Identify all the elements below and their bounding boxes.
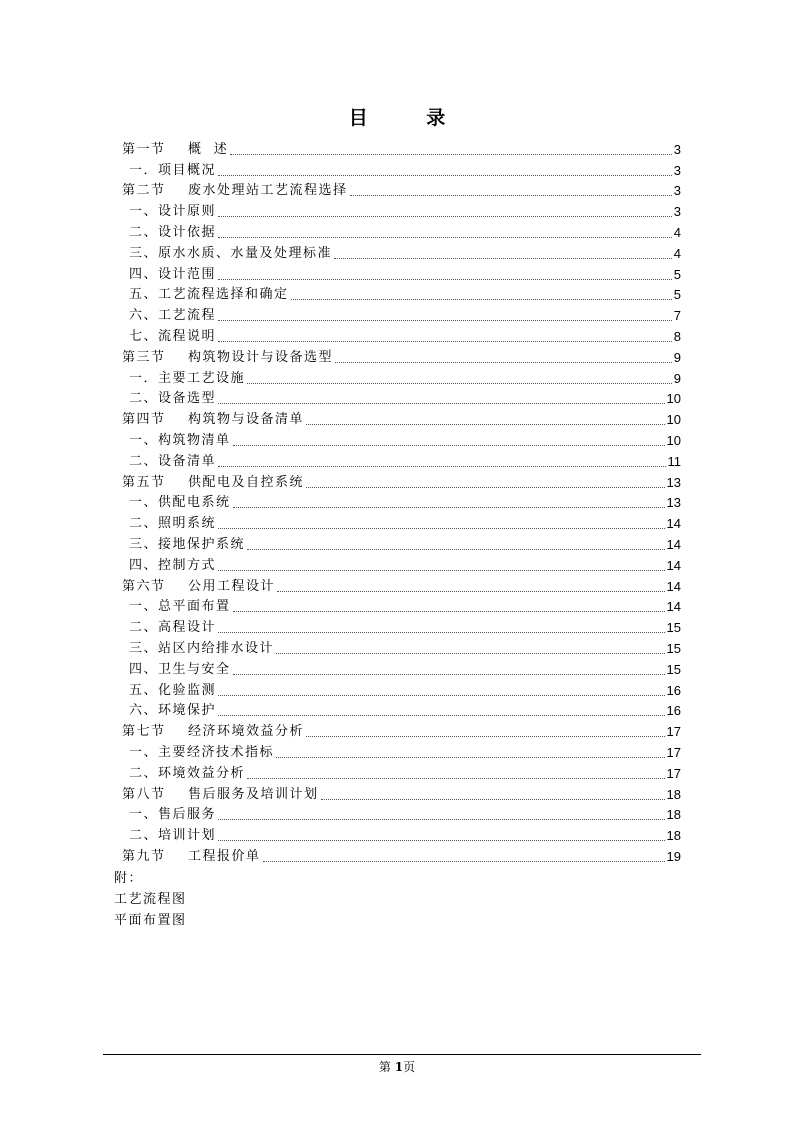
toc-entry-label: 一、设计原则 bbox=[129, 204, 217, 220]
toc-page-number: 3 bbox=[673, 162, 681, 178]
toc-entry-label: 一、售后服务 bbox=[129, 807, 217, 823]
toc-page-number: 14 bbox=[666, 557, 681, 573]
toc-page-number: 3 bbox=[673, 183, 681, 199]
toc-item-row[interactable] bbox=[129, 657, 681, 678]
toc-leader-dots bbox=[350, 194, 672, 196]
toc-entry-label: 第八节 售后服务及培训计划 bbox=[122, 786, 319, 802]
toc-page-number: 15 bbox=[666, 640, 681, 656]
toc-leader-dots bbox=[306, 735, 665, 737]
toc-item-row[interactable] bbox=[129, 553, 681, 574]
toc-item-row[interactable] bbox=[129, 761, 681, 782]
toc-entry-label: 一、供配电系统 bbox=[129, 495, 231, 511]
toc-entry-label: 二、环境效益分析 bbox=[129, 765, 246, 781]
toc-entry-label: 第一节 概 述 bbox=[122, 141, 229, 157]
toc-item-row[interactable] bbox=[129, 823, 681, 844]
toc-item-row[interactable] bbox=[129, 511, 681, 532]
toc-entry-label: 三、原水水质、水量及处理标准 bbox=[129, 245, 333, 261]
toc-page-number: 5 bbox=[673, 287, 681, 303]
toc-entry-label: 二、设备选型 bbox=[129, 391, 217, 407]
toc-entry-label: 一．主要工艺设施 bbox=[129, 370, 246, 386]
toc-leader-dots bbox=[218, 694, 665, 696]
toc-section-row[interactable] bbox=[122, 137, 681, 158]
toc-item-row[interactable] bbox=[129, 491, 681, 512]
toc-page-number: 18 bbox=[666, 807, 681, 823]
toc-entry-label: 二、高程设计 bbox=[129, 620, 217, 636]
toc-page-number: 10 bbox=[666, 432, 681, 448]
toc-entry-label: 二、培训计划 bbox=[129, 828, 217, 844]
toc-item-row[interactable] bbox=[129, 199, 681, 220]
toc-page-number: 4 bbox=[673, 224, 681, 240]
footer-page-number: 1 bbox=[394, 1060, 404, 1074]
toc-page-number: 9 bbox=[673, 370, 681, 386]
toc-leader-dots bbox=[233, 673, 665, 675]
toc-leader-dots bbox=[291, 298, 672, 300]
toc-entry-label: 七、流程说明 bbox=[129, 328, 217, 344]
toc-entry-label: 六、环境保护 bbox=[129, 703, 217, 719]
toc-page-number: 15 bbox=[666, 661, 681, 677]
toc-entry-label: 第四节 构筑物与设备清单 bbox=[122, 412, 305, 428]
toc-entry-label: 一、主要经济技术指标 bbox=[129, 744, 275, 760]
toc-section-row[interactable] bbox=[122, 470, 681, 491]
toc-leader-dots bbox=[218, 319, 672, 321]
toc-page-number: 19 bbox=[666, 848, 681, 864]
toc-page-number: 18 bbox=[666, 828, 681, 844]
toc-page-number: 11 bbox=[667, 453, 681, 469]
toc-leader-dots bbox=[218, 839, 665, 841]
toc-leader-dots bbox=[218, 818, 665, 820]
toc-page-number: 8 bbox=[673, 328, 681, 344]
toc-leader-dots bbox=[233, 506, 665, 508]
toc-item-row[interactable] bbox=[129, 636, 681, 657]
toc-entry-label: 一、构筑物清单 bbox=[129, 432, 231, 448]
toc-item-row[interactable] bbox=[129, 303, 681, 324]
toc-entry-label: 四、设计范围 bbox=[129, 266, 217, 282]
toc-leader-dots bbox=[247, 382, 672, 384]
toc-entry-label: 四、卫生与安全 bbox=[129, 661, 231, 677]
toc-item-row[interactable] bbox=[129, 366, 681, 387]
toc-section-row[interactable] bbox=[122, 782, 681, 803]
appendix-item-layout-plan[interactable]: 平面布置图 bbox=[114, 913, 187, 928]
toc-item-row[interactable] bbox=[129, 262, 681, 283]
toc-leader-dots bbox=[218, 278, 672, 280]
toc-entry-label: 三、接地保护系统 bbox=[129, 536, 246, 552]
toc-item-row[interactable] bbox=[129, 532, 681, 553]
page-footer bbox=[0, 1058, 794, 1075]
toc-page-number: 3 bbox=[673, 141, 681, 157]
toc-page-number: 16 bbox=[666, 682, 681, 698]
toc-leader-dots bbox=[218, 714, 665, 716]
toc-item-row[interactable] bbox=[129, 699, 681, 720]
toc-page-number: 5 bbox=[673, 266, 681, 282]
toc-section-row[interactable] bbox=[122, 719, 681, 740]
toc-entry-label: 三、站区内给排水设计 bbox=[129, 640, 275, 656]
toc-page-number: 13 bbox=[666, 474, 681, 490]
toc-page-number: 9 bbox=[673, 349, 681, 365]
toc-leader-dots bbox=[306, 423, 665, 425]
toc-page-number: 15 bbox=[666, 620, 681, 636]
toc-entry-label: 五、化验监测 bbox=[129, 682, 217, 698]
toc-entry-label: 一．项目概况 bbox=[129, 162, 217, 178]
toc-entry-label: 二、设计依据 bbox=[129, 224, 217, 240]
toc-leader-dots bbox=[247, 777, 665, 779]
toc-title: 目 录 bbox=[348, 107, 472, 129]
toc-entry-label: 二、设备清单 bbox=[129, 453, 217, 469]
toc-entry-label: 第五节 供配电及自控系统 bbox=[122, 474, 305, 490]
toc-entry-label: 第三节 构筑物设计与设备选型 bbox=[122, 349, 334, 365]
toc-leader-dots bbox=[276, 756, 665, 758]
toc-entry-label: 第二节 废水处理站工艺流程选择 bbox=[122, 183, 348, 199]
footer-divider bbox=[103, 1054, 701, 1055]
toc-entry-label: 六、工艺流程 bbox=[129, 308, 217, 324]
toc-entry-label: 四、控制方式 bbox=[129, 557, 217, 573]
toc-entry-label: 二、照明系统 bbox=[129, 516, 217, 532]
appendix-heading: 附： bbox=[114, 871, 144, 886]
toc-item-row[interactable] bbox=[129, 740, 681, 761]
toc-item-row[interactable] bbox=[129, 387, 681, 408]
toc-entry-label: 第六节 公用工程设计 bbox=[122, 578, 276, 594]
toc-item-row[interactable] bbox=[129, 241, 681, 262]
toc-section-row[interactable] bbox=[122, 574, 681, 595]
toc-leader-dots bbox=[263, 860, 665, 862]
toc-leader-dots bbox=[334, 257, 672, 259]
toc-page-number: 18 bbox=[666, 786, 681, 802]
toc-page-number: 7 bbox=[673, 308, 681, 324]
toc-section-row[interactable] bbox=[122, 407, 681, 428]
toc-section-row[interactable] bbox=[122, 844, 681, 865]
toc-leader-dots bbox=[335, 361, 672, 363]
toc-page-number: 14 bbox=[666, 599, 681, 615]
toc-page-number: 13 bbox=[666, 495, 681, 511]
toc-page-number: 4 bbox=[673, 245, 681, 261]
toc-section-row[interactable] bbox=[122, 179, 681, 200]
toc-item-row[interactable] bbox=[129, 324, 681, 345]
toc-page-number: 17 bbox=[666, 724, 681, 740]
toc-entry-label: 第七节 经济环境效益分析 bbox=[122, 724, 305, 740]
toc-item-row[interactable] bbox=[129, 428, 681, 449]
toc-leader-dots bbox=[218, 631, 665, 633]
toc-item-row[interactable] bbox=[129, 158, 681, 179]
toc-leader-dots bbox=[218, 402, 665, 404]
toc-entry-label: 第九节 工程报价单 bbox=[122, 848, 261, 864]
appendix-item-process-diagram[interactable]: 工艺流程图 bbox=[114, 892, 187, 907]
footer-suffix: 页 bbox=[403, 1060, 416, 1074]
toc-leader-dots bbox=[233, 444, 665, 446]
toc-leader-dots bbox=[277, 590, 665, 592]
toc-leader-dots bbox=[247, 548, 665, 550]
toc-page-number: 3 bbox=[673, 204, 681, 220]
toc-page-number: 16 bbox=[666, 703, 681, 719]
toc-page-number: 10 bbox=[666, 412, 681, 428]
toc-item-row[interactable] bbox=[129, 283, 681, 304]
toc-leader-dots bbox=[218, 465, 665, 467]
toc-page-number: 17 bbox=[666, 744, 681, 760]
toc-leader-dots bbox=[218, 174, 672, 176]
toc-leader-dots bbox=[218, 236, 672, 238]
toc-item-row[interactable] bbox=[129, 220, 681, 241]
toc-leader-dots bbox=[218, 340, 672, 342]
toc-page-number: 17 bbox=[666, 765, 681, 781]
toc-section-row[interactable] bbox=[122, 345, 681, 366]
toc-item-row[interactable] bbox=[129, 595, 681, 616]
toc-item-row[interactable] bbox=[129, 449, 681, 470]
toc-entry-label: 五、工艺流程选择和确定 bbox=[129, 287, 289, 303]
toc-page-number: 10 bbox=[666, 391, 681, 407]
toc-leader-dots bbox=[306, 486, 665, 488]
toc-leader-dots bbox=[218, 569, 665, 571]
toc-leader-dots bbox=[233, 610, 665, 612]
toc-item-row[interactable] bbox=[129, 615, 681, 636]
toc-leader-dots bbox=[276, 652, 665, 654]
toc-item-row[interactable] bbox=[129, 803, 681, 824]
footer-prefix: 第 bbox=[378, 1060, 395, 1074]
toc-item-row[interactable] bbox=[129, 678, 681, 699]
toc-leader-dots bbox=[218, 527, 665, 529]
toc-page-number: 14 bbox=[666, 516, 681, 532]
toc-leader-dots bbox=[321, 798, 665, 800]
toc-page-number: 14 bbox=[666, 536, 681, 552]
toc-leader-dots bbox=[230, 153, 671, 155]
toc-entry-label: 一、总平面布置 bbox=[129, 599, 231, 615]
toc-page-number: 14 bbox=[666, 578, 681, 594]
toc-leader-dots bbox=[218, 215, 672, 217]
